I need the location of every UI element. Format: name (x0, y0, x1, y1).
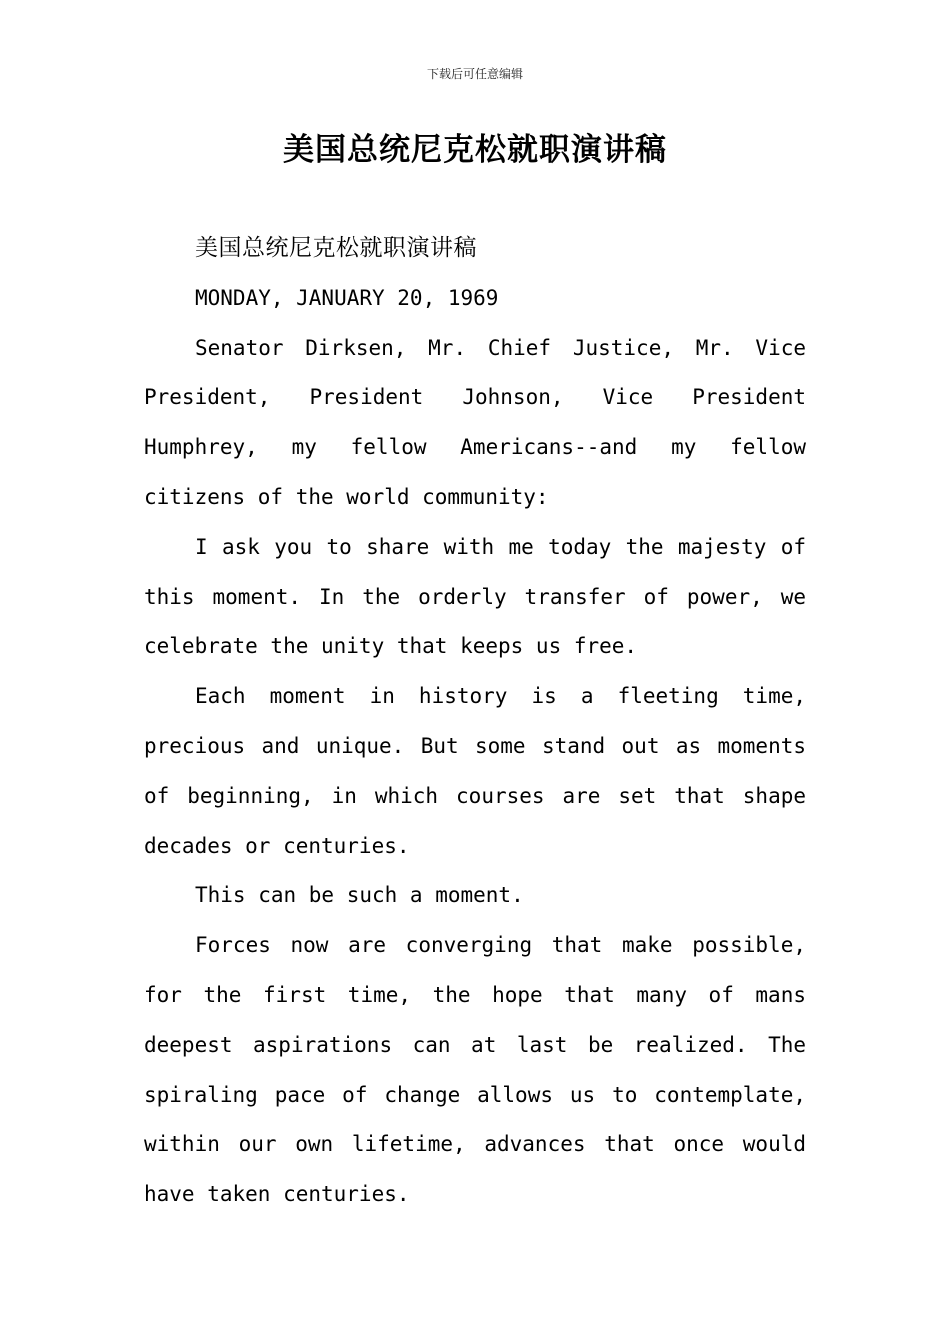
body-paragraph: Forces now are converging that make possible, for the first time, the hope that many of mans deepest aspirations can at last be realized. The spiraling pace of change allows us to contemplate, within our own lifetime, advances that once would have taken centuries. (144, 933, 806, 1207)
body-paragraph: I ask you to share with me today the majesty of this moment. In the orderly transfer of power, we celebrate the unity that keeps us free. (144, 534, 806, 659)
subtitle-paragraph: 美国总统尼克松就职演讲稿 (195, 235, 477, 261)
salutation-paragraph: Senator Dirksen, Mr. Chief Justice, Mr. Vice President, President Johnson, Vice President Humphrey, my fellow Americans--and my fellow citizens of the world community: (144, 335, 806, 509)
header-note: 下载后可任意编辑 (426, 67, 523, 81)
document-title: 美国总统尼克松就职演讲稿 (283, 132, 667, 168)
document-body (144, 224, 806, 1220)
body-paragraph: This can be such a moment. (195, 883, 524, 908)
body-paragraph: Each moment in history is a fleeting time, precious and unique. But some stand out as moments of beginning, in which courses are set that shape decades or centuries. (144, 684, 806, 858)
date-paragraph: MONDAY, JANUARY 20, 1969 (195, 285, 499, 310)
